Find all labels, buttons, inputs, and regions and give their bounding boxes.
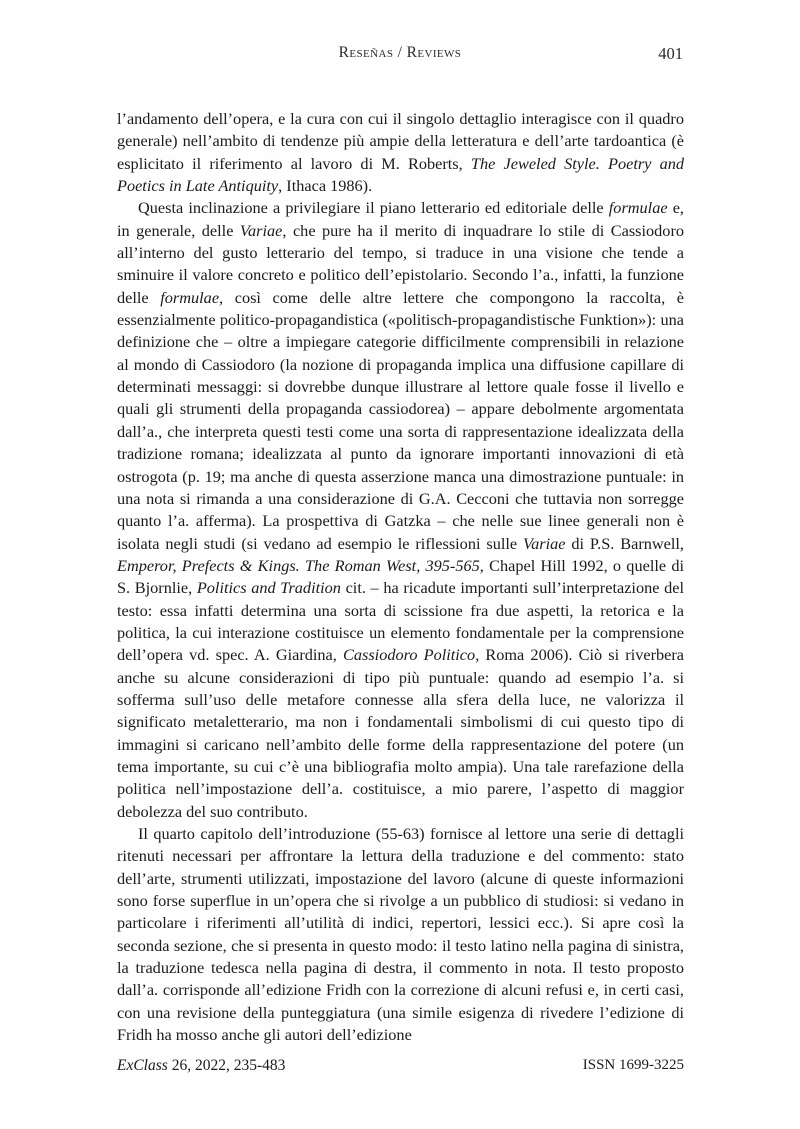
roman-run: , Roma 2006). Ciò si riverbera anche su alcune considerazioni di tipo più puntuale: quando ad esempio l’a. si sofferma sull’uso delle metafore connesse alla sfera della luce, ne valorizza il significato metaletterario, ma non i fondamentali simbolismi di cui questo tipo di immagini si caricano nell’ambito delle forme della rappresentazione del potere (un tema importante, su cui c’è una bibliografia molto ampia). Una tale rarefazione della politica nell’impostazione dell’a. costituisce, a mio parere, l’aspetto di maggior debolezza del suo contributo. <box>117 645 685 821</box>
roman-run: , così come delle altre lettere che compongono la raccolta, è essenzialmente politico-propagandistica («politisch-propagandistische Funktion»): una definizione che – oltre a impiegare categorie difficilmente comprensibili in relazione al mondo di Cassiodoro (la nozione di propaganda implica una diffusione capillare di determinati messaggi: si dovrebbe dunque illustrare al lettore quale fosse il livello e quali gli strumenti della propaganda cassiodorea) – appare debolmente argomentata dall’a., che interpreta questi testi come una sorta di rappresentazione idealizzata della tradizione romana; idealizzata al punto da ignorare importanti innovazioni di età ostrogota (p. 19; ma anche di questa asserzione manca una dimostrazione puntuale: in una nota si rimanda a una considerazione di G.A. Cecconi che tuttavia non sorregge quanto l’a. afferma). La prospettiva di Gatzka – che nelle sue linee generali non è isolata negli studi (si vedano ad esempio le riflessioni sulle <box>117 287 684 553</box>
roman-run: l’andamento dell’opera, e la cura con cui il singolo dettaglio interagisce con il quadro generale) nell’ambito di tendenze più ampie della letteratura e dell’arte tardoantica (è esplicitato il riferimento al lavoro di M. Roberts, <box>117 109 684 173</box>
body-paragraph <box>117 197 684 823</box>
roman-run: , Ithaca 1986). <box>278 176 373 196</box>
roman-run: e, in generale, delle <box>117 198 685 240</box>
italic-run: The Jeweled Style. Poetry and Poetics in Late Antiquity <box>117 153 685 196</box>
body-paragraph <box>117 823 684 1046</box>
roman-run: , Chapel Hill 1992, o quelle di S. Bjornlie, <box>117 555 684 598</box>
journal-issue-pages: 26, 2022, 235-483 <box>167 1057 286 1074</box>
italic-run: formulae <box>608 198 668 218</box>
italic-run: Politics and Tradition <box>196 578 341 598</box>
italic-run: Cassiodoro Politico <box>343 645 476 665</box>
roman-run: cit. – ha ricadute importanti sull’interpretazione del testo: essa infatti determina una sorta di scissione fra due aspetti, la retorica e la politica, la cui interazione costituisce un elemento fondamentale per la comprensione dell’opera vd. spec. A. Giardina, <box>117 578 684 665</box>
italic-run: Variae <box>239 220 283 240</box>
page-number: 401 <box>658 44 683 63</box>
running-head-title: Reseñas / Reviews <box>338 44 462 61</box>
roman-run: , che pure ha il merito di inquadrare lo stile di Cassiodoro all’interno del gusto letterario del tempo, si traduce in una visione che tende a sminuire il valore concreto e politico dell’epistolario. Secondo l’a., infatti, la funzione delle <box>117 220 685 307</box>
issn-label: ISSN 1699-3225 <box>582 1057 684 1073</box>
roman-run: Il quarto capitolo dell’introduzione (55-63) fornisce al lettore una serie di dettagli ritenuti necessari per affrontare la lettura della traduzione e del commento: stato dell’arte, strumenti utilizzati, impostazione del lavoro (alcune di queste informazioni sono forse superflue in un’opera che si rivolge a un pubblico di studiosi: si vedano in particolare i riferimenti all’utilità di indici, repertori, lessici ecc.). Si apre così la seconda sezione, che si presenta in questo modo: il testo latino nella pagina di sinistra, la traduzione tedesca nella pagina di destra, il commento in nota. Il testo proposto dall’a. corrisponde all’edizione Fridh con la correzione di alcuni refusi e, in certi casi, con una revisione della punteggiatura (una simile esigenza di rivedere l’edizione di Fridh ha mosso anche gli autori dell’edizione <box>117 824 684 1045</box>
page-footer <box>117 1057 684 1079</box>
body-paragraph <box>117 108 684 197</box>
running-head <box>117 44 683 68</box>
roman-run: Questa inclinazione a privilegiare il piano letterario ed editoriale delle <box>138 198 609 218</box>
journal-title: ExClass <box>117 1057 168 1074</box>
journal-citation <box>117 1057 285 1075</box>
roman-run: di P.S. Barnwell, <box>565 533 684 553</box>
body-text-block <box>117 108 684 1046</box>
italic-run: Variae <box>523 533 566 553</box>
italic-run: Emperor, Prefects & Kings. The Roman West, 395-565 <box>117 555 480 575</box>
italic-run: formulae <box>160 287 220 307</box>
